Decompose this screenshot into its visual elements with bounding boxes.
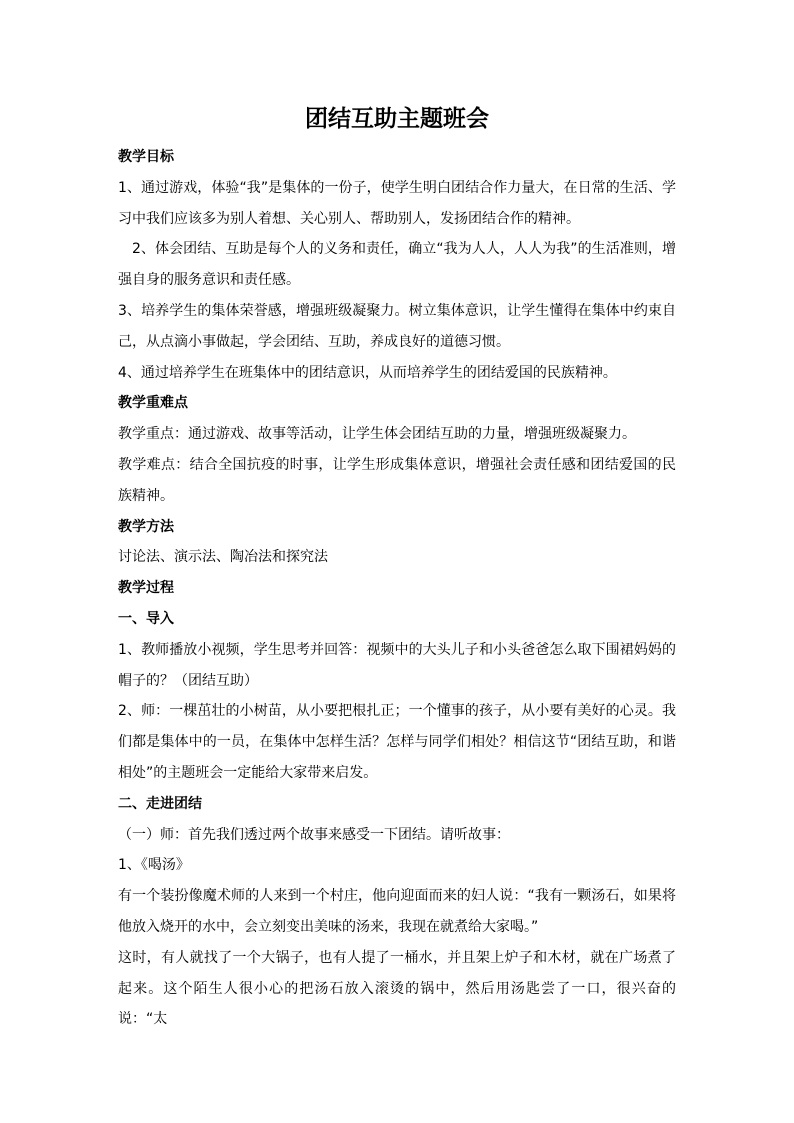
intro-item-2: 2、师：一棵茁壮的小树苗，从小要把根扎正；一个懂事的孩子，从小要有美好的心灵。我们都是集体中的一员，在集体中怎样生活？怎样与同学们相处？相信这节“团结互助，和谐相处”的主题班会一定能给大家带来启发。 (118, 703, 676, 781)
page-title: 团结互助主题班会 (305, 106, 489, 132)
intro-item-1: 1、教师播放小视频，学生思考并回答：视频中的大头儿子和小头爸爸怎么取下围裙妈妈的帽子的？（团结互助） (118, 641, 676, 689)
objective-item-4: 4、通过培养学生在班集体中的团结意识，从而培养学生的团结爱国的民族精神。 (118, 364, 617, 381)
key-points-heading: 教学重难点 (118, 395, 188, 412)
objective-item-1: 1、通过游戏，体验“我”是集体的一份子，使学生明白团结合作力量大，在日常的生活、学习中我们应该多为别人着想、关心别人、帮助别人，发扬团结合作的精神。 (118, 179, 676, 227)
unity-intro: （一）师：首先我们透过两个故事来感受一下团结。请听故事： (118, 826, 510, 843)
objective-item-3: 3、培养学生的集体荣誉感，增强班级凝聚力。树立集体意识，让学生懂得在集体中约束自己，从点滴小事做起，学会团结、互助，养成良好的道德习惯。 (118, 302, 676, 350)
document-body (118, 142, 676, 1035)
process-heading: 教学过程 (118, 580, 174, 597)
section-unity-heading: 二、走进团结 (118, 795, 202, 812)
methods-heading: 教学方法 (118, 518, 174, 535)
section-intro-heading: 一、导入 (118, 610, 174, 627)
teaching-focus: 教学重点：通过游戏、故事等活动，让学生体会团结互助的力量，增强班级凝聚力。 (118, 426, 636, 443)
story-paragraph-1: 有一个装扮像魔术师的人来到一个村庄，他向迎面而来的妇人说：“我有一颗汤石，如果将他放入烧开的水中，会立刻变出美味的汤来，我现在就煮给大家喝。” (118, 888, 676, 935)
objective-item-2: 2、体会团结、互助是每个人的义务和责任，确立“我为人人，人人为我”的生活准则，增强自身的服务意识和责任感。 (118, 241, 676, 289)
teaching-difficulty: 教学难点：结合全国抗疫的时事，让学生形成集体意识，增强社会责任感和团结爱国的民族精神。 (118, 456, 676, 504)
objectives-heading: 教学目标 (118, 149, 174, 165)
story-title: 1、《喝汤》 (118, 857, 190, 874)
story-paragraph-2: 这时，有人就找了一个大锅子，也有人提了一桶水，并且架上炉子和木材，就在广场煮了起来。这个陌生人很小心的把汤石放入滚烫的锅中，然后用汤匙尝了一口，很兴奋的说：“太 (118, 949, 676, 1028)
methods-text: 讨论法、演示法、陶冶法和探究法 (118, 549, 328, 566)
